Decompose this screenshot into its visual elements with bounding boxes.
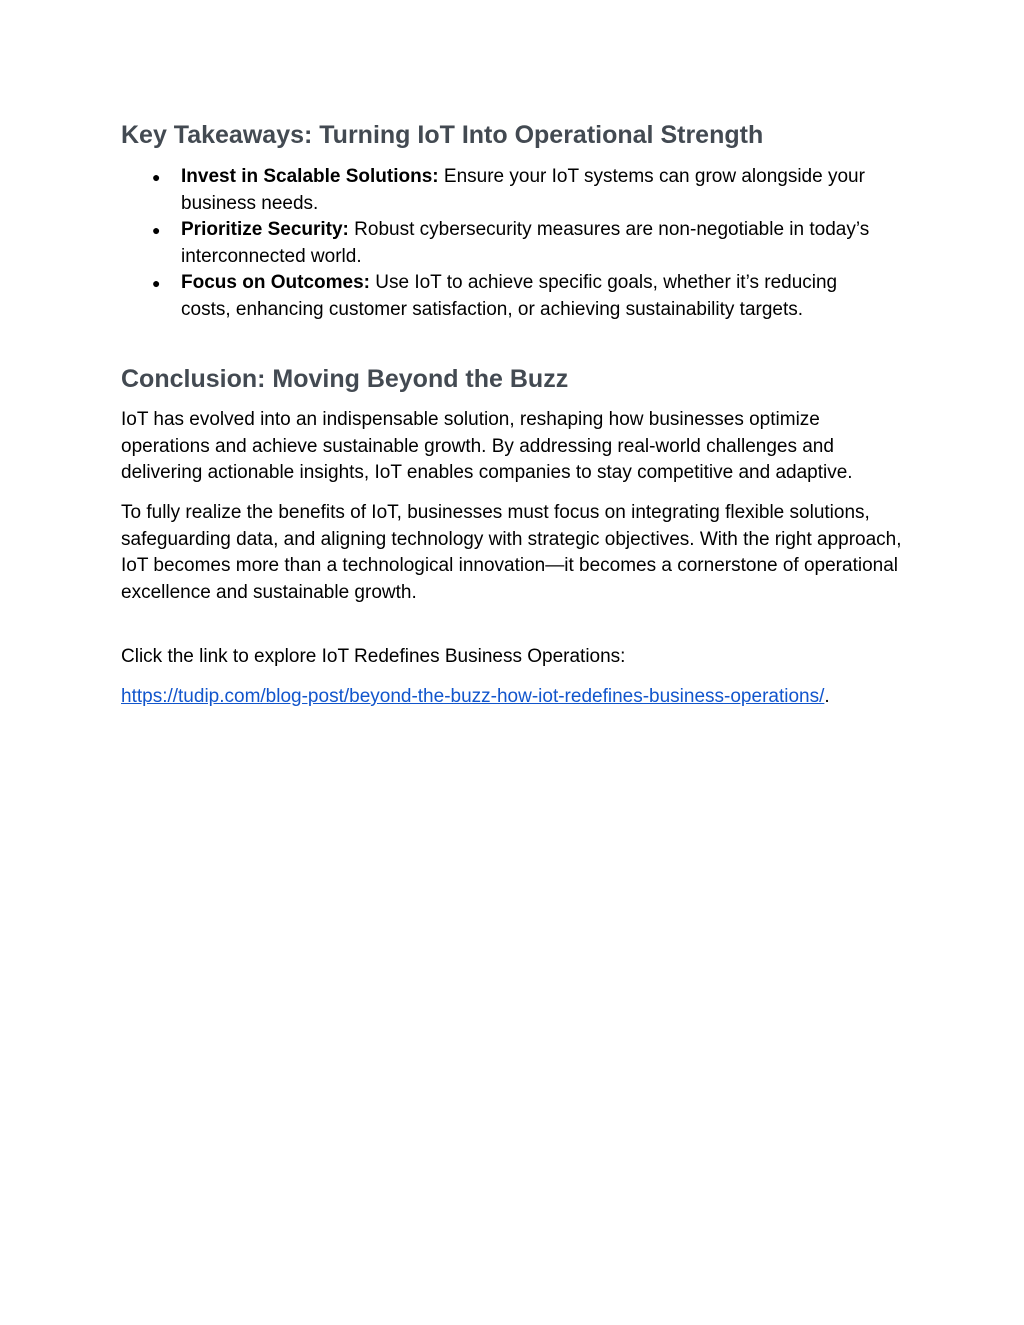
link-intro-text: Click the link to explore IoT Redefines Business Operations: [121,646,626,667]
list-item-title: Invest in Scalable Solutions: [181,166,439,187]
list-item [121,270,881,323]
link-trailing-period: . [824,686,830,707]
section-heading-key-takeaways: Key Takeaways: Turning IoT Into Operational Strength [121,121,764,149]
list-item-title: Prioritize Security: [181,219,349,240]
list-item [121,164,881,217]
list-item-text: Use IoT to achieve specific goals, whether it’s reducing costs, enhancing customer satisfaction, or achieving sustainability targets. [181,272,838,320]
bullet-icon: ● [152,222,161,238]
key-takeaways-list [121,164,881,323]
list-item-title: Focus on Outcomes: [181,272,370,293]
section-heading-conclusion: Conclusion: Moving Beyond the Buzz [121,365,569,393]
bullet-icon: ● [152,275,161,291]
list-item-text: Robust cybersecurity measures are non-negotiable in today’s interconnected world. [181,219,870,267]
conclusion-paragraph-1: IoT has evolved into an indispensable solution, reshaping how businesses optimize operations and achieve sustainable growth. By addressing real-world challenges and delivering actionable insights, IoT enables companies to stay competitive and adaptive. [121,409,853,483]
bullet-icon: ● [152,169,161,185]
list-item [121,217,881,270]
link-paragraph [121,684,911,711]
conclusion-paragraph-2: To fully realize the benefits of IoT, businesses must focus on integrating flexible solutions, safeguarding data, and aligning technology with strategic objectives. With the right approach, IoT becomes more than a technological innovation—it becomes a cornerstone of operational excellence and sustainable growth. [121,502,902,603]
list-item-text: Ensure your IoT systems can grow alongside your business needs. [181,166,865,214]
article-link[interactable]: https://tudip.com/blog-post/beyond-the-buzz-how-iot-redefines-business-operations/ [121,686,825,707]
